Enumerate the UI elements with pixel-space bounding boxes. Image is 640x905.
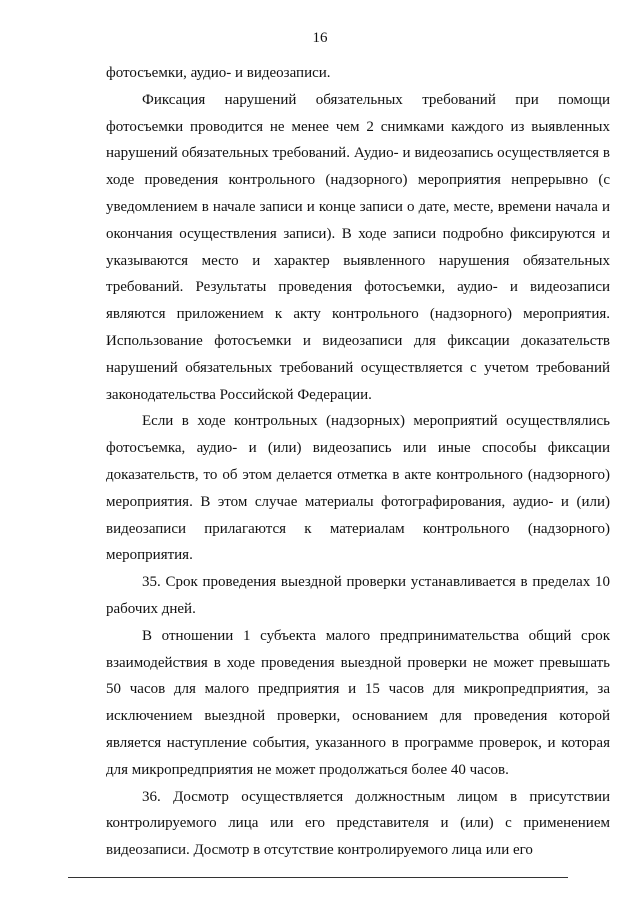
paragraph-continuation: фотосъемки, аудио- и видеозаписи. [106, 65, 331, 81]
paragraph-small-business: В отношении 1 субъекта малого предпринимательства общий срок взаимодействия в ходе проведения выездной проверки не может превышать 50 часов для малого предприятия и 15 часов для микропредприятия, за исключением выездной проверки, основанием для проведения которой является наступление события, указанного в программе проверок, и которая для микропредприятия не может продолжаться более 40 часов. [106, 627, 610, 778]
page-number: 16 [312, 30, 328, 46]
paragraph-photo-fixation: Фиксация нарушений обязательных требований при помощи фотосъемки проводится не менее чем 2 снимками каждого из выявленных нарушений обязательных требований. Аудио- и видеозапись осуществляется в ходе проведения контрольного (надзорного) мероприятия непрерывно (с уведомлением в начале записи и конце записи о дате, месте, времени начала и окончания осуществления записи). В ходе записи подробно фиксируются и указываются место и характер выявленного нарушения обязательных требований. Результаты проведения фотосъемки, аудио- и видеозаписи являются приложением к акту контрольного (надзорного) мероприятия. Использование фотосъемки и видеозаписи для фиксации доказательств нарушений обязательных требований осуществляется с учетом требований законодательства Российской Федерации. [106, 91, 610, 403]
document-body [106, 60, 610, 864]
paragraph-act-note: Если в ходе контрольных (надзорных) мероприятий осуществлялись фотосъемка, аудио- и (или) видеозапись или иные способы фиксации доказательств, то об этом делается отметка в акте контрольного (надзорного) мероприятия. В этом случае материалы фотографирования, аудио- и (или) видеозаписи прилагаются к материалам контрольного (надзорного) мероприятия. [106, 413, 610, 564]
footer-divider [68, 877, 568, 878]
paragraph-item-35: 35. Срок проведения выездной проверки устанавливается в пределах 10 рабочих дней. [106, 574, 610, 617]
paragraph-item-36: 36. Досмотр осуществляется должностным лицом в присутствии контролируемого лица или его представителя и (или) с применением видеозаписи. Досмотр в отсутствие контролируемого лица или его [106, 788, 610, 859]
